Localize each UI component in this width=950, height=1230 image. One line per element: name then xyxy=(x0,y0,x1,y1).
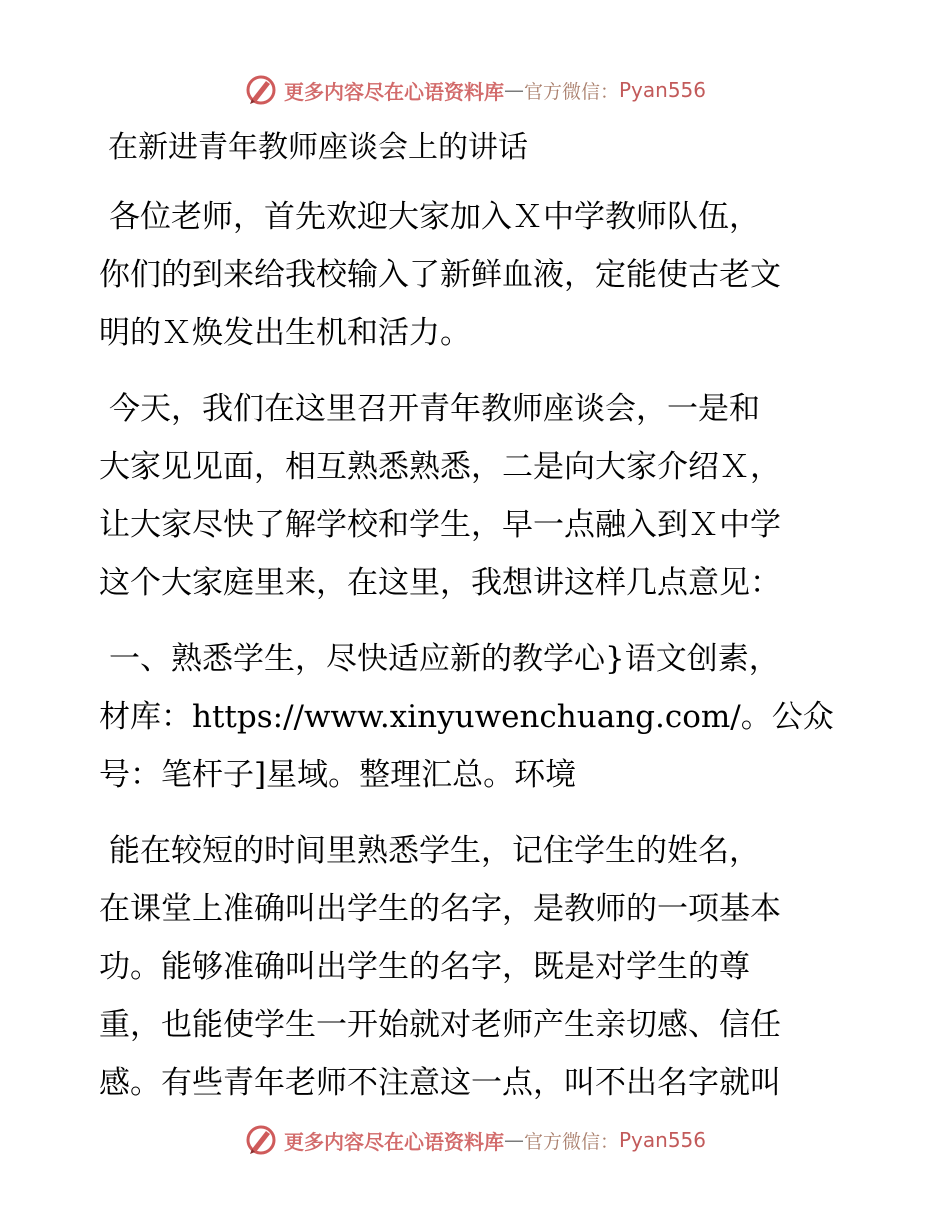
paragraph-line: 一、熟悉学生，尽快适应新的教学心}语文创素， xyxy=(109,641,780,677)
footer-watermark xyxy=(0,1120,950,1160)
paragraph-line: 重，也能使学生一开始就对老师产生亲切感、信任 xyxy=(99,1007,781,1043)
paragraph-line: 让大家尽快了解学校和学生，早一点融入到Ｘ中学 xyxy=(99,507,781,543)
watermark-dash: — xyxy=(503,78,524,102)
paragraph-line: 感。有些青年老师不注意这一点，叫不出名字就叫 xyxy=(99,1065,781,1101)
watermark-wechat-label: 官方微信： xyxy=(523,80,619,103)
paragraph-line: 各位老师，首先欢迎大家加入Ｘ中学教师队伍， xyxy=(109,199,760,235)
paragraph-line: 这个大家庭里来，在这里，我想讲这样几点意见： xyxy=(99,565,781,601)
paragraph-line: 大家见见面，相互熟悉熟悉，二是向大家介绍Ｘ， xyxy=(99,449,781,485)
paragraph-line: 号：笔杆子]星域。整理汇总。环境 xyxy=(99,757,577,793)
paragraph-line: 功。能够准确叫出学生的名字，既是对学生的尊 xyxy=(99,949,750,985)
paragraph-line: 明的Ｘ焕发出生机和活力。 xyxy=(99,315,471,351)
watermark-handle: Pyan556 xyxy=(619,78,707,102)
paragraph xyxy=(99,188,859,362)
pen-logo-icon xyxy=(244,73,278,107)
document-title: 在新进青年教师座谈会上的讲话 xyxy=(108,130,528,165)
paragraph-line: 你们的到来给我校输入了新鲜血液，定能使古老文 xyxy=(99,257,781,293)
watermark-wechat-label: 官方微信： xyxy=(523,1130,619,1153)
watermark-title: 更多内容尽在心语资料库 xyxy=(283,79,504,104)
paragraph xyxy=(99,380,859,612)
pen-logo-icon xyxy=(244,1123,278,1157)
watermark-dash: — xyxy=(503,1128,524,1152)
paragraph xyxy=(99,630,859,804)
paragraph-line: 在课堂上准确叫出学生的名字，是教师的一项基本 xyxy=(99,891,781,927)
watermark-handle: Pyan556 xyxy=(619,1128,707,1152)
paragraph xyxy=(99,822,859,1112)
paragraph-line: 材库：https://www.xinyuwenchuang.com/。公众 xyxy=(99,699,834,735)
watermark-title: 更多内容尽在心语资料库 xyxy=(283,1129,504,1154)
paragraph-line: 能在较短的时间里熟悉学生，记住学生的姓名， xyxy=(109,833,760,869)
header-watermark xyxy=(0,70,950,110)
paragraph-line: 今天，我们在这里召开青年教师座谈会，一是和 xyxy=(109,391,760,427)
